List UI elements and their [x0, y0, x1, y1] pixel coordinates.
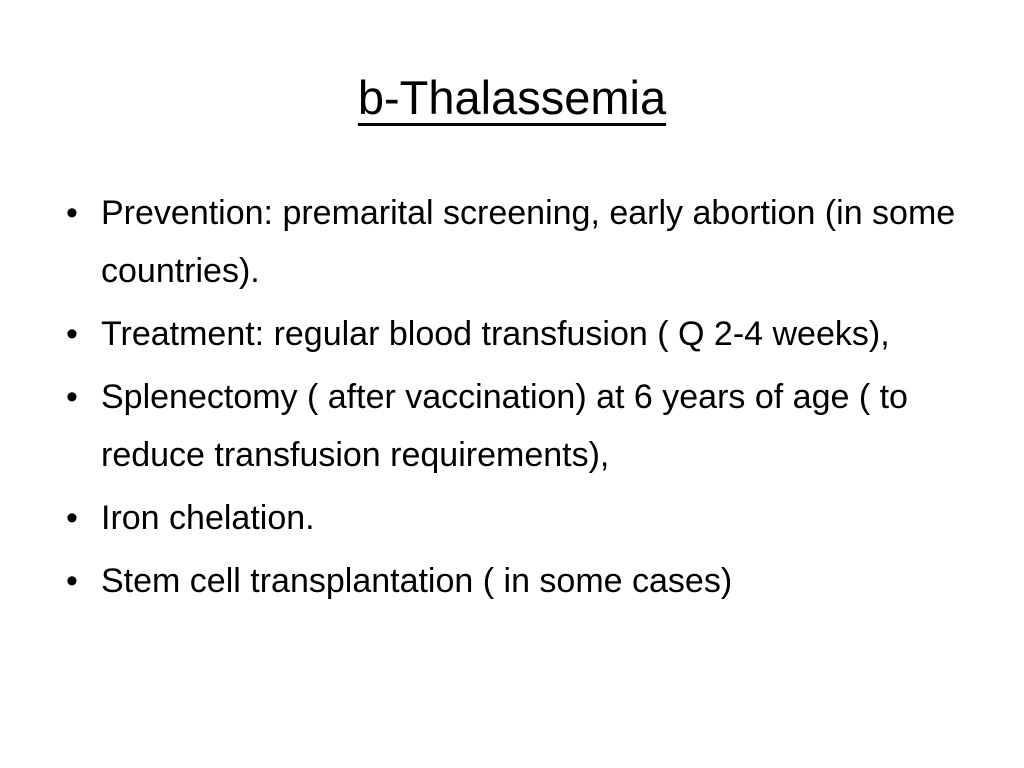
bullet-text: Splenectomy ( after vaccination) at 6 years of age ( to reduce transfusion requirements), [101, 378, 908, 474]
slide-title: b-Thalassemia [357, 71, 667, 124]
bullet-dot-icon: • [66, 499, 78, 537]
bullet-text: Iron chelation. [101, 499, 315, 537]
bullet-text: Stem cell transplantation ( in some cases) [101, 562, 733, 600]
bullet-text: Treatment: regular blood transfusion ( Q 2-4 weeks), [101, 315, 890, 353]
bullet-dot-icon: • [66, 562, 78, 600]
bullet-text: Prevention: premarital screening, early abortion (in some countries). [101, 194, 956, 290]
bullet-item [60, 184, 960, 300]
bullet-list [60, 184, 960, 615]
bullet-dot-icon: • [66, 315, 78, 353]
bullet-item [60, 489, 960, 547]
bullet-item [60, 552, 960, 610]
bullet-item [60, 368, 960, 484]
bullet-dot-icon: • [66, 378, 78, 416]
bullet-dot-icon: • [66, 194, 78, 232]
bullet-item [60, 305, 960, 363]
